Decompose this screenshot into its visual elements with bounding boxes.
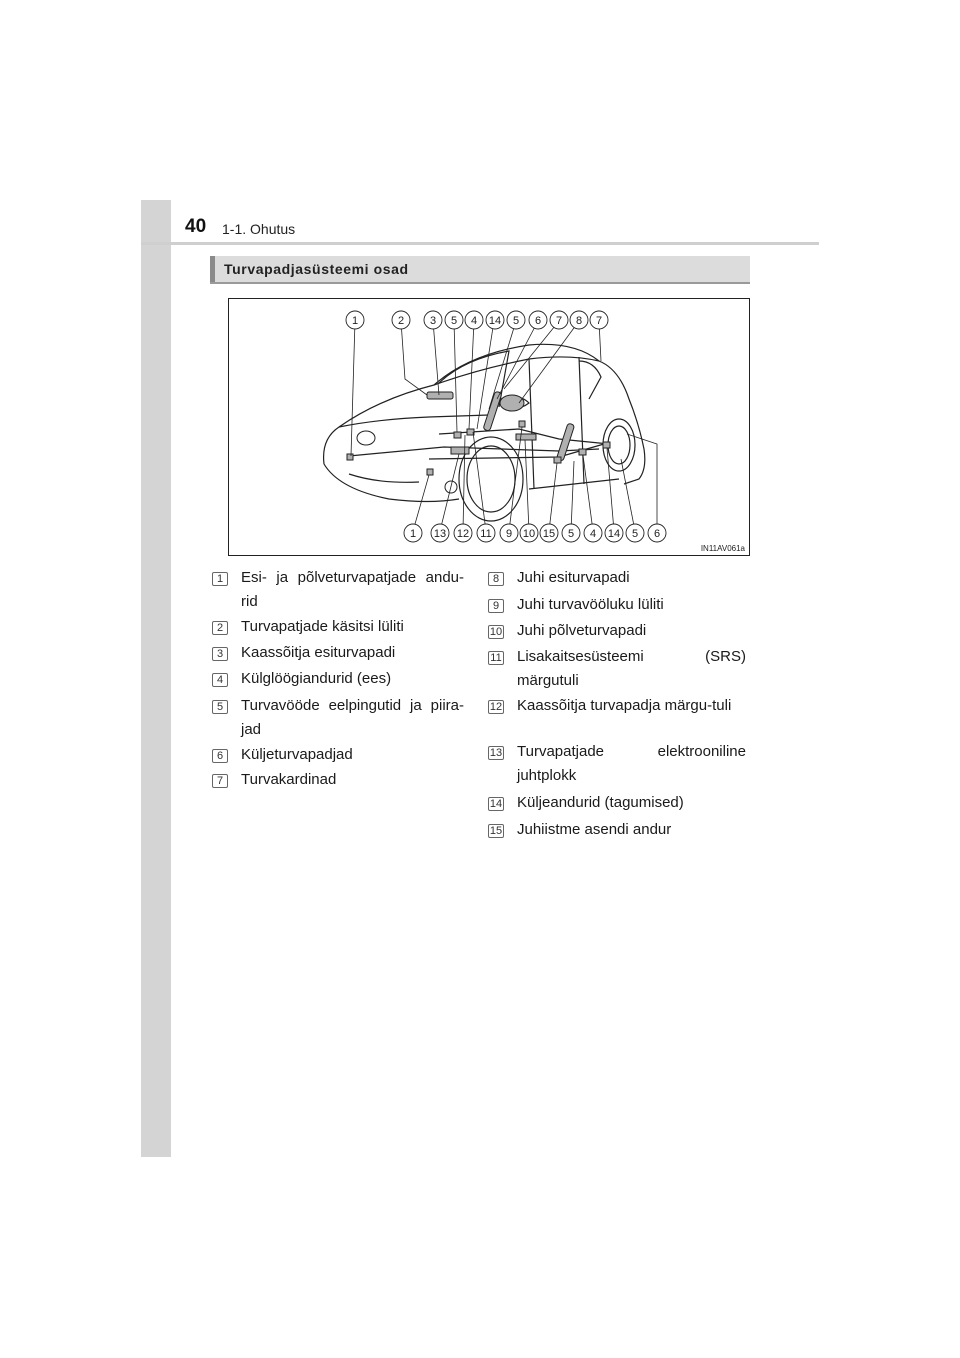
legend-number-badge: 11 [488, 651, 504, 665]
legend-number-badge: 13 [489, 747, 503, 759]
rear-window [579, 361, 601, 399]
leader-15 [549, 463, 557, 531]
pretensioner-4 [579, 449, 586, 455]
callout-bottom-7 [540, 524, 558, 542]
svg-text:9: 9 [505, 528, 513, 540]
callout-top-2 [392, 311, 410, 329]
callout-bottom-3 [454, 524, 472, 542]
leader-4b [583, 455, 593, 531]
leader-5c [571, 461, 574, 531]
svg-text:10: 10 [522, 528, 536, 540]
leader-7a [504, 321, 559, 389]
callout-top-9 [550, 311, 568, 329]
page-number: 40 [185, 216, 207, 237]
legend-number-badge: 12 [489, 701, 503, 713]
callout-bottom-9 [584, 524, 602, 542]
callout-bottom-2 [431, 524, 449, 542]
front-wheel-inner [467, 446, 515, 512]
door-line-2 [579, 357, 584, 484]
ecu [451, 447, 469, 454]
section-title: Turvapadjasüsteemi osad [224, 261, 409, 277]
legend-number-badge: 3 [212, 647, 228, 661]
door-line-1 [529, 359, 534, 489]
passenger-airbag [427, 392, 453, 399]
driver-airbag [500, 395, 524, 411]
front-bumper [324, 464, 459, 502]
leader-9 [509, 427, 522, 531]
legend-text: Juhi põlveturvapadi [517, 622, 647, 639]
svg-text:6: 6 [534, 315, 542, 327]
section-accent [210, 256, 215, 282]
pretensioner-1 [454, 432, 461, 438]
leader-6b [627, 434, 657, 531]
svg-text:12: 12 [456, 528, 470, 540]
legend-text: Juhi turvavööluku lüliti [517, 596, 664, 613]
leader-10 [525, 440, 529, 531]
leader-4a [469, 321, 474, 429]
svg-text:11: 11 [480, 528, 492, 540]
rear-wheel-inner [608, 426, 630, 464]
sensor-front [347, 454, 353, 460]
callout-top-10 [570, 311, 588, 329]
header-rule [141, 242, 819, 245]
leader-5d [621, 459, 635, 531]
legend-number-badge: 9 [488, 599, 504, 613]
legend-text: Lisakaitsesüsteemi (SRS) märgutuli [517, 648, 746, 689]
callout-top-3 [424, 311, 442, 329]
legend-number-badge: 6 [212, 749, 228, 763]
callout-bottom-5 [500, 524, 518, 542]
svg-text:14: 14 [488, 315, 502, 327]
callout-bottom-1 [404, 524, 422, 542]
legend-number-badge: 10 [489, 626, 503, 638]
svg-text:5: 5 [567, 528, 575, 540]
legend-text: Turvavööde eelpingutid ja piira-jad [241, 697, 464, 738]
headlight [357, 431, 375, 445]
legend-text: Juhiistme asendi andur [517, 821, 672, 838]
chapter-title: 1-1. Ohutus [222, 221, 296, 237]
svg-text:15: 15 [542, 528, 556, 540]
callout-bottom-6 [520, 524, 538, 542]
callout-top-4 [445, 311, 463, 329]
svg-text:14: 14 [607, 528, 621, 540]
top-callouts [346, 311, 608, 329]
legend-number-badge: 1 [212, 572, 228, 586]
figure-code: IN11AV061a [700, 544, 745, 553]
bottom-callouts [404, 524, 666, 542]
sensor-side [427, 469, 433, 475]
knee-airbag [516, 434, 536, 440]
legend-text: Turvapatjade käsitsi lüliti [241, 618, 404, 635]
airbag-diagram [228, 298, 750, 556]
legend-text: Küljeturvapadjad [241, 746, 353, 763]
callout-top-7 [507, 311, 525, 329]
svg-text:7: 7 [555, 315, 563, 327]
legend-number-badge: 4 [212, 673, 228, 687]
callout-top-1 [346, 311, 364, 329]
leader-13 [440, 454, 459, 531]
legend-number-badge: 7 [212, 774, 228, 788]
svg-text:5: 5 [631, 528, 639, 540]
callout-top-5 [465, 311, 483, 329]
svg-text:4: 4 [589, 528, 597, 540]
callout-bottom-10 [605, 524, 623, 542]
svg-text:5: 5 [450, 315, 458, 327]
leader-6a [497, 321, 538, 399]
callout-top-11 [590, 311, 608, 329]
pretensioner-3 [554, 457, 561, 463]
legend-text: Kaassõitja esiturvapadi [241, 644, 396, 661]
callout-bottom-12 [648, 524, 666, 542]
legend-text: Külglöögiandurid (ees) [241, 670, 392, 687]
svg-text:1: 1 [409, 528, 417, 540]
svg-text:6: 6 [653, 528, 661, 540]
car-body-outline [324, 357, 645, 484]
svg-text:3: 3 [429, 315, 437, 327]
svg-text:8: 8 [575, 315, 583, 327]
roof-line [434, 344, 599, 385]
legend-text: Turvapatjade elektrooniline juhtplokk [517, 743, 746, 784]
legend-number-badge: 2 [212, 621, 228, 635]
svg-text:4: 4 [470, 315, 478, 327]
legend-number-badge: 5 [212, 700, 228, 714]
legend-number-badge: 14 [489, 798, 503, 810]
svg-text:5: 5 [512, 315, 520, 327]
section-header [210, 256, 750, 284]
svg-text:2: 2 [397, 315, 405, 327]
callout-bottom-4 [477, 524, 495, 542]
leader-5a [454, 321, 457, 432]
legend-text: Turvakardinad [241, 771, 337, 788]
side-skirt [529, 479, 619, 489]
legend-text: Kaassõitja turvapadja märgu-tuli [517, 697, 732, 714]
callout-bottom-8 [562, 524, 580, 542]
leader-1-bottom [413, 475, 429, 531]
svg-text:7: 7 [595, 315, 603, 327]
lower-grille [349, 474, 419, 482]
svg-text:1: 1 [351, 315, 359, 327]
callout-top-6 [486, 311, 504, 329]
car-illustration [229, 299, 749, 555]
seatbelt-switch [519, 421, 525, 427]
sensor-rear [603, 442, 610, 448]
legend-text: Esi- ja põlveturvapatjade andu-rid [241, 569, 464, 610]
legend-text: Küljeandurid (tagumised) [517, 794, 684, 811]
callout-top-8 [529, 311, 547, 329]
callout-bottom-11 [626, 524, 644, 542]
legend-number-badge: 8 [488, 572, 504, 586]
leader-2 [401, 321, 427, 395]
legend-number-badge: 15 [489, 825, 503, 837]
svg-text:13: 13 [433, 528, 447, 540]
legend-text: Juhi esiturvapadi [517, 569, 630, 586]
hood-line [339, 415, 489, 427]
side-bar [141, 200, 171, 1157]
leader-1-top [351, 321, 355, 456]
